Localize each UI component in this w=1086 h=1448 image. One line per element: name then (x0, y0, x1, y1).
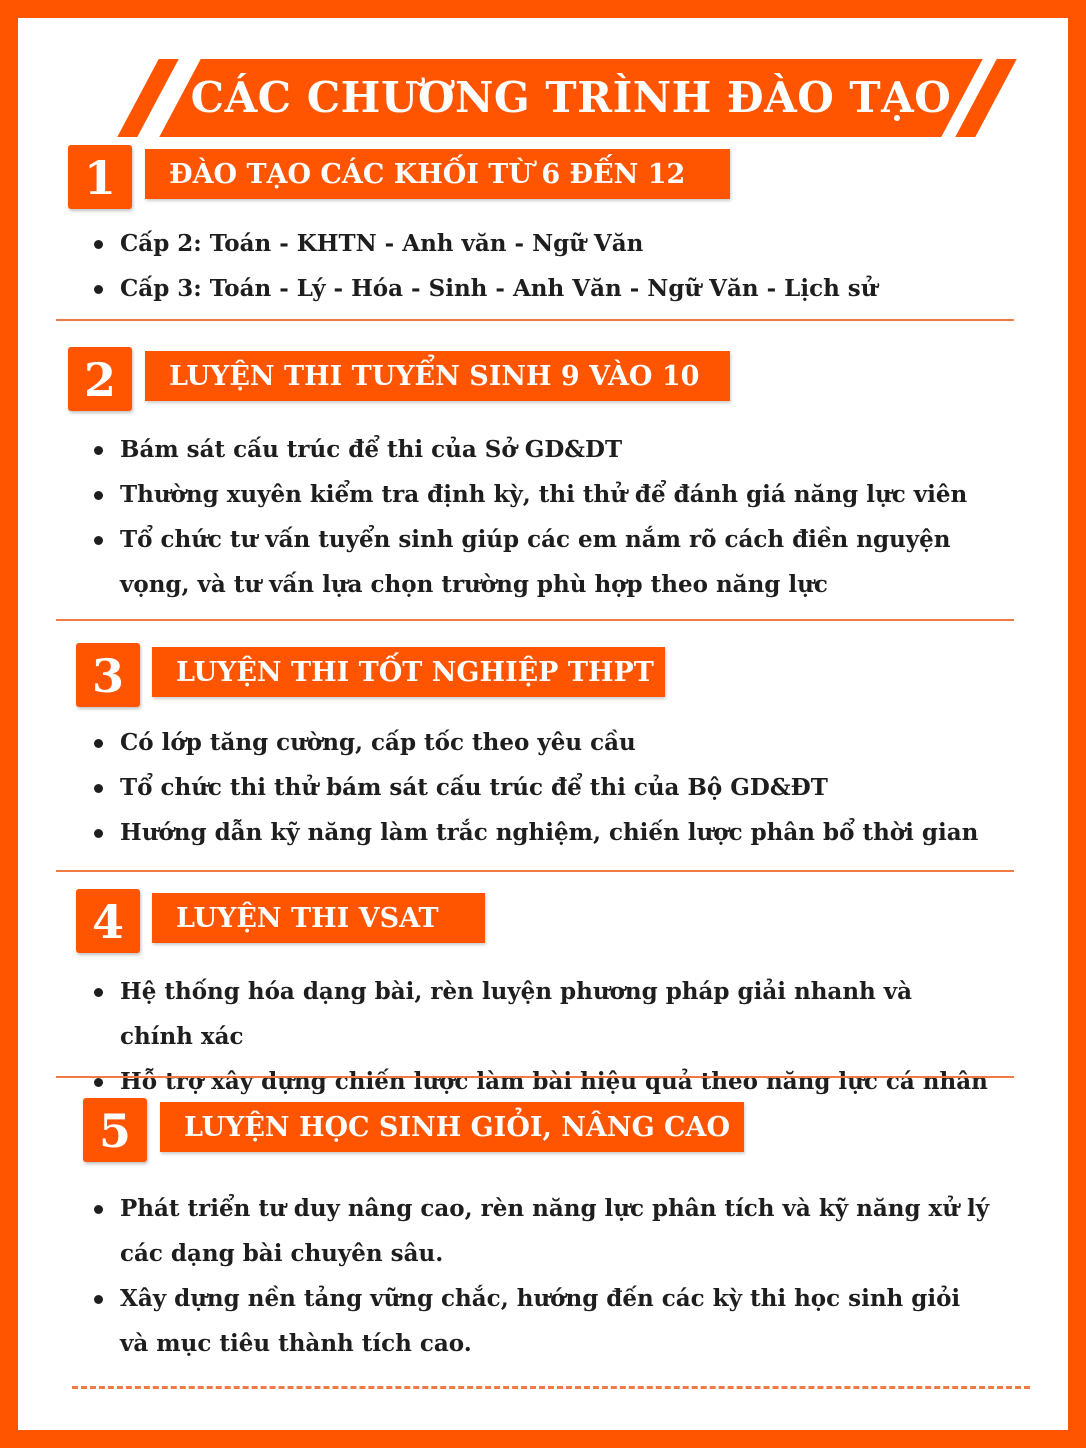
section-number-3: 3 (76, 643, 140, 707)
list-item: Tổ chức thi thử bám sát cấu trúc để thi của Bộ GD&ĐT (92, 765, 992, 810)
poster-card (18, 18, 1068, 1430)
section-heading-5: LUYỆN HỌC SINH GIỎI, NÂNG CAO (160, 1102, 744, 1152)
section-list-1 (92, 221, 992, 311)
list-item: Xây dựng nền tảng vững chắc, hướng đến các kỳ thi học sinh giỏi và mục tiêu thành tích cao. (92, 1276, 992, 1366)
section-list-2 (92, 427, 992, 607)
section-list-3 (92, 720, 992, 855)
section-heading-2: LUYỆN THI TUYỂN SINH 9 VÀO 10 (145, 351, 730, 401)
section-number-2: 2 (68, 347, 132, 411)
section-heading-4: LUYỆN THI VSAT (152, 893, 485, 943)
section-number-4: 4 (76, 889, 140, 953)
list-item: Hướng dẫn kỹ năng làm trắc nghiệm, chiến lược phân bổ thời gian (92, 810, 992, 855)
section-divider (56, 1076, 1014, 1078)
section-list-4 (92, 969, 992, 1104)
section-divider (56, 319, 1014, 321)
list-item: Cấp 2: Toán - KHTN - Anh văn - Ngữ Văn (92, 221, 992, 266)
section-list-5 (92, 1186, 992, 1366)
section-divider (56, 619, 1014, 621)
section-number-1: 1 (68, 145, 132, 209)
list-item: Tổ chức tư vấn tuyển sinh giúp các em nắm rõ cách điền nguyện vọng, và tư vấn lựa chọn trường phù hợp theo năng lực (92, 517, 992, 607)
section-heading-3: LUYỆN THI TỐT NGHIỆP THPT (152, 647, 665, 697)
list-item: Bám sát cấu trúc để thi của Sở GD&DT (92, 427, 992, 472)
list-item: Hỗ trợ xây dựng chiến lược làm bài hiệu quả theo năng lực cá nhân (92, 1059, 992, 1104)
list-item: Hệ thống hóa dạng bài, rèn luyện phương pháp giải nhanh và chính xác (92, 969, 992, 1059)
section-divider (56, 870, 1014, 872)
section-number-5: 5 (83, 1098, 147, 1162)
list-item: Cấp 3: Toán - Lý - Hóa - Sinh - Anh Văn - Ngữ Văn - Lịch sử (92, 266, 992, 311)
section-heading-1: ĐÀO TẠO CÁC KHỐI TỪ 6 ĐẾN 12 (145, 149, 730, 199)
page-title: CÁC CHƯƠNG TRÌNH ĐÀO TẠO (190, 73, 952, 122)
list-item: Thường xuyên kiểm tra định kỳ, thi thử để đánh giá năng lực viên (92, 472, 992, 517)
bottom-dashed-divider (72, 1386, 1030, 1389)
title-banner (130, 59, 1010, 137)
list-item: Có lớp tăng cường, cấp tốc theo yêu cầu (92, 720, 992, 765)
list-item: Phát triển tư duy nâng cao, rèn năng lực phân tích và kỹ năng xử lý các dạng bài chuyên sâu. (92, 1186, 992, 1276)
